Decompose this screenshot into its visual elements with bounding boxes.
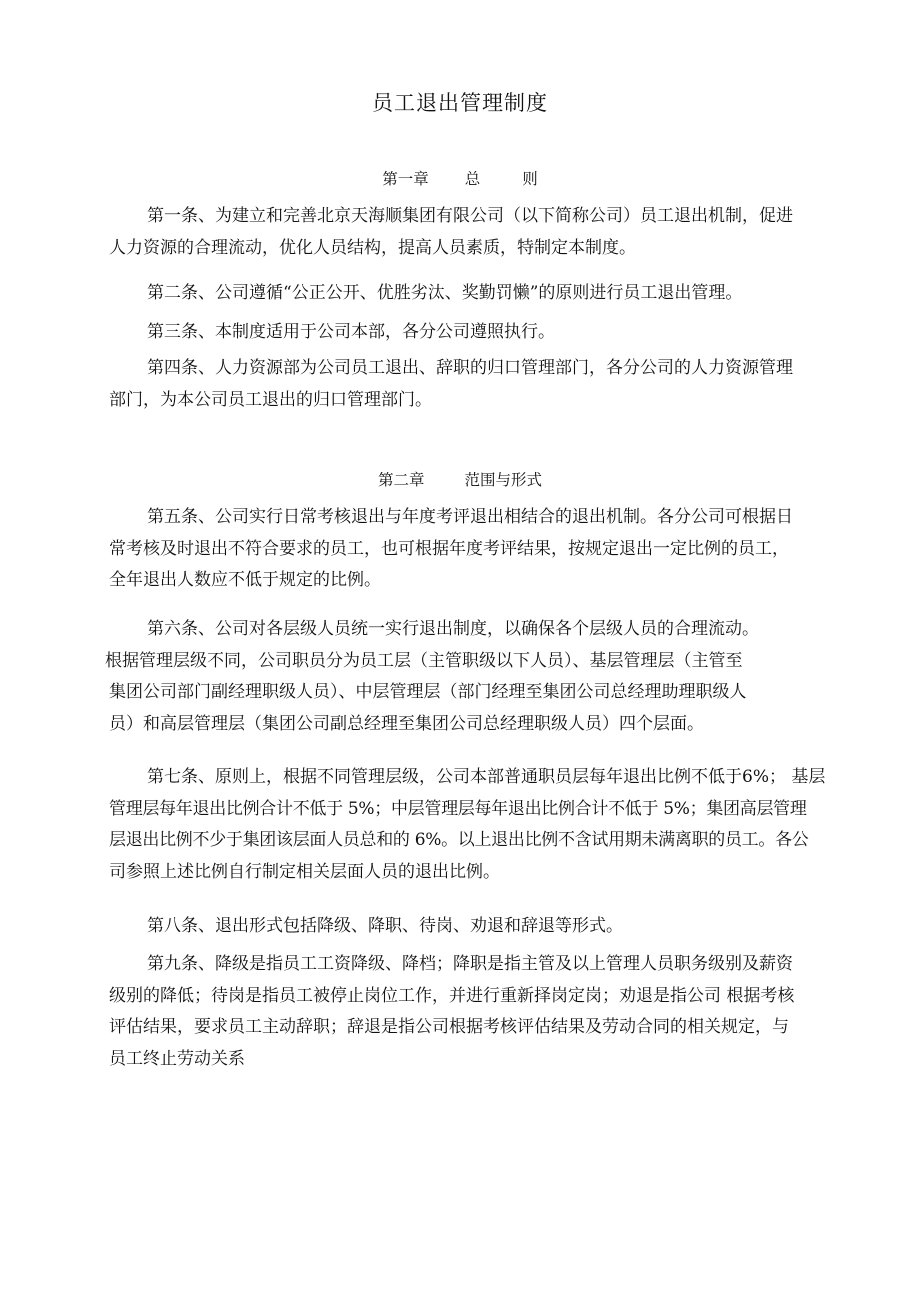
- article-7-line-1: 第七条、原则上，根据不同管理层级，公司本部普通职员层每年退出比例不低于6%； 基层: [147, 767, 826, 787]
- article-9-line-1: 第九条、降级是指员工工资降级、降档；降职是指主管及以上管理人员职务级别及薪资: [147, 954, 793, 974]
- article-8-line-1: 第八条、退出形式包括降级、降职、待岗、劝退和辞退等形式。: [147, 916, 623, 936]
- article-5-line-2: 常考核及时退出不符合要求的员工，也可根据年度考评结果，按规定退出一定比例的员工，: [109, 538, 789, 559]
- article-6-line-2: 根据管理层级不同，公司职员分为员工层（主管职级以下人员）、基层管理层（主管至: [105, 650, 743, 671]
- chapter-2-heading: [0, 469, 920, 491]
- article-3: [109, 317, 831, 349]
- article-6-line-4: 员）和高层管理层（集团公司副总经理至集团公司总经理职级人员）四个层面。: [109, 713, 704, 734]
- article-7-line-4: 司参照上述比例自行制定相关层面人员的退出比例。: [109, 861, 500, 882]
- article-2: [109, 278, 831, 310]
- article-9-line-2: 级别的降低；待岗是指员工被停止岗位工作，并进行重新择岗定岗；劝退是指公司 根据考核: [109, 985, 795, 1006]
- article-3-line-1: 第三条、本制度适用于公司本部，各分公司遵照执行。: [147, 322, 555, 342]
- article-7: [109, 762, 831, 888]
- article-7-line-3: 层退出比例不少于集团该层面人员总和的 6%。以上退出比例不含试用期未满离职的员工。各公: [109, 830, 809, 850]
- chapter-1-number: 第一章: [382, 170, 429, 188]
- chapter-1-name-part1: 总: [464, 170, 481, 188]
- chapter-2-name: 范围与形式: [464, 471, 543, 489]
- chapter-1-heading: [0, 168, 920, 190]
- article-8: [109, 911, 831, 943]
- article-2-line-1: 第二条、公司遵循“公正公开、优胜劣汰、奖勤罚懒”的原则进行员工退出管理。: [147, 283, 743, 303]
- article-9: [109, 949, 831, 1075]
- article-5-line-3: 全年退出人数应不低于规定的比例。: [109, 570, 381, 590]
- article-6: [105, 614, 831, 740]
- article-9-line-3: 评估结果，要求员工主动辞职；辞退是指公司根据考核评估结果及劳动合同的相关规定，与: [109, 1017, 789, 1037]
- article-5: [109, 502, 831, 597]
- article-6-line-3: 集团公司部门副经理职级人员）、中层管理层（部门经理至集团公司总经理助理职级人: [109, 682, 747, 702]
- document-title: 员工退出管理制度: [372, 91, 548, 115]
- article-1-line-2: 人力资源的合理流动，优化人员结构，提高人员素质，特制定本制度。: [109, 237, 636, 258]
- article-1-line-1: 第一条、为建立和完善北京天海顺集团有限公司（以下简称公司）员工退出机制，促进: [147, 206, 793, 226]
- article-1: [109, 201, 831, 264]
- chapter-2-number: 第二章: [377, 471, 425, 489]
- article-9-line-4: 员工终止劳动关系: [109, 1048, 245, 1069]
- article-6-line-1: 第六条、公司对各层级人员统一实行退出制度，以确保各个层级人员的合理流动。: [147, 619, 759, 639]
- article-7-line-2: 管理层每年退出比例合计不低于 5%；中层管理层每年退出比例合计不低于 5%；集团高层管理: [109, 798, 807, 819]
- article-4: [109, 353, 831, 416]
- article-4-line-1: 第四条、人力资源部为公司员工退出、辞职的归口管理部门，各分公司的人力资源管理: [147, 358, 793, 378]
- article-5-line-1: 第五条、公司实行日常考核退出与年度考评退出相结合的退出机制。各分公司可根据日: [147, 507, 793, 527]
- chapter-1-name-part2: 则: [522, 170, 538, 188]
- article-4-line-2: 部门，为本公司员工退出的归口管理部门。: [109, 389, 432, 410]
